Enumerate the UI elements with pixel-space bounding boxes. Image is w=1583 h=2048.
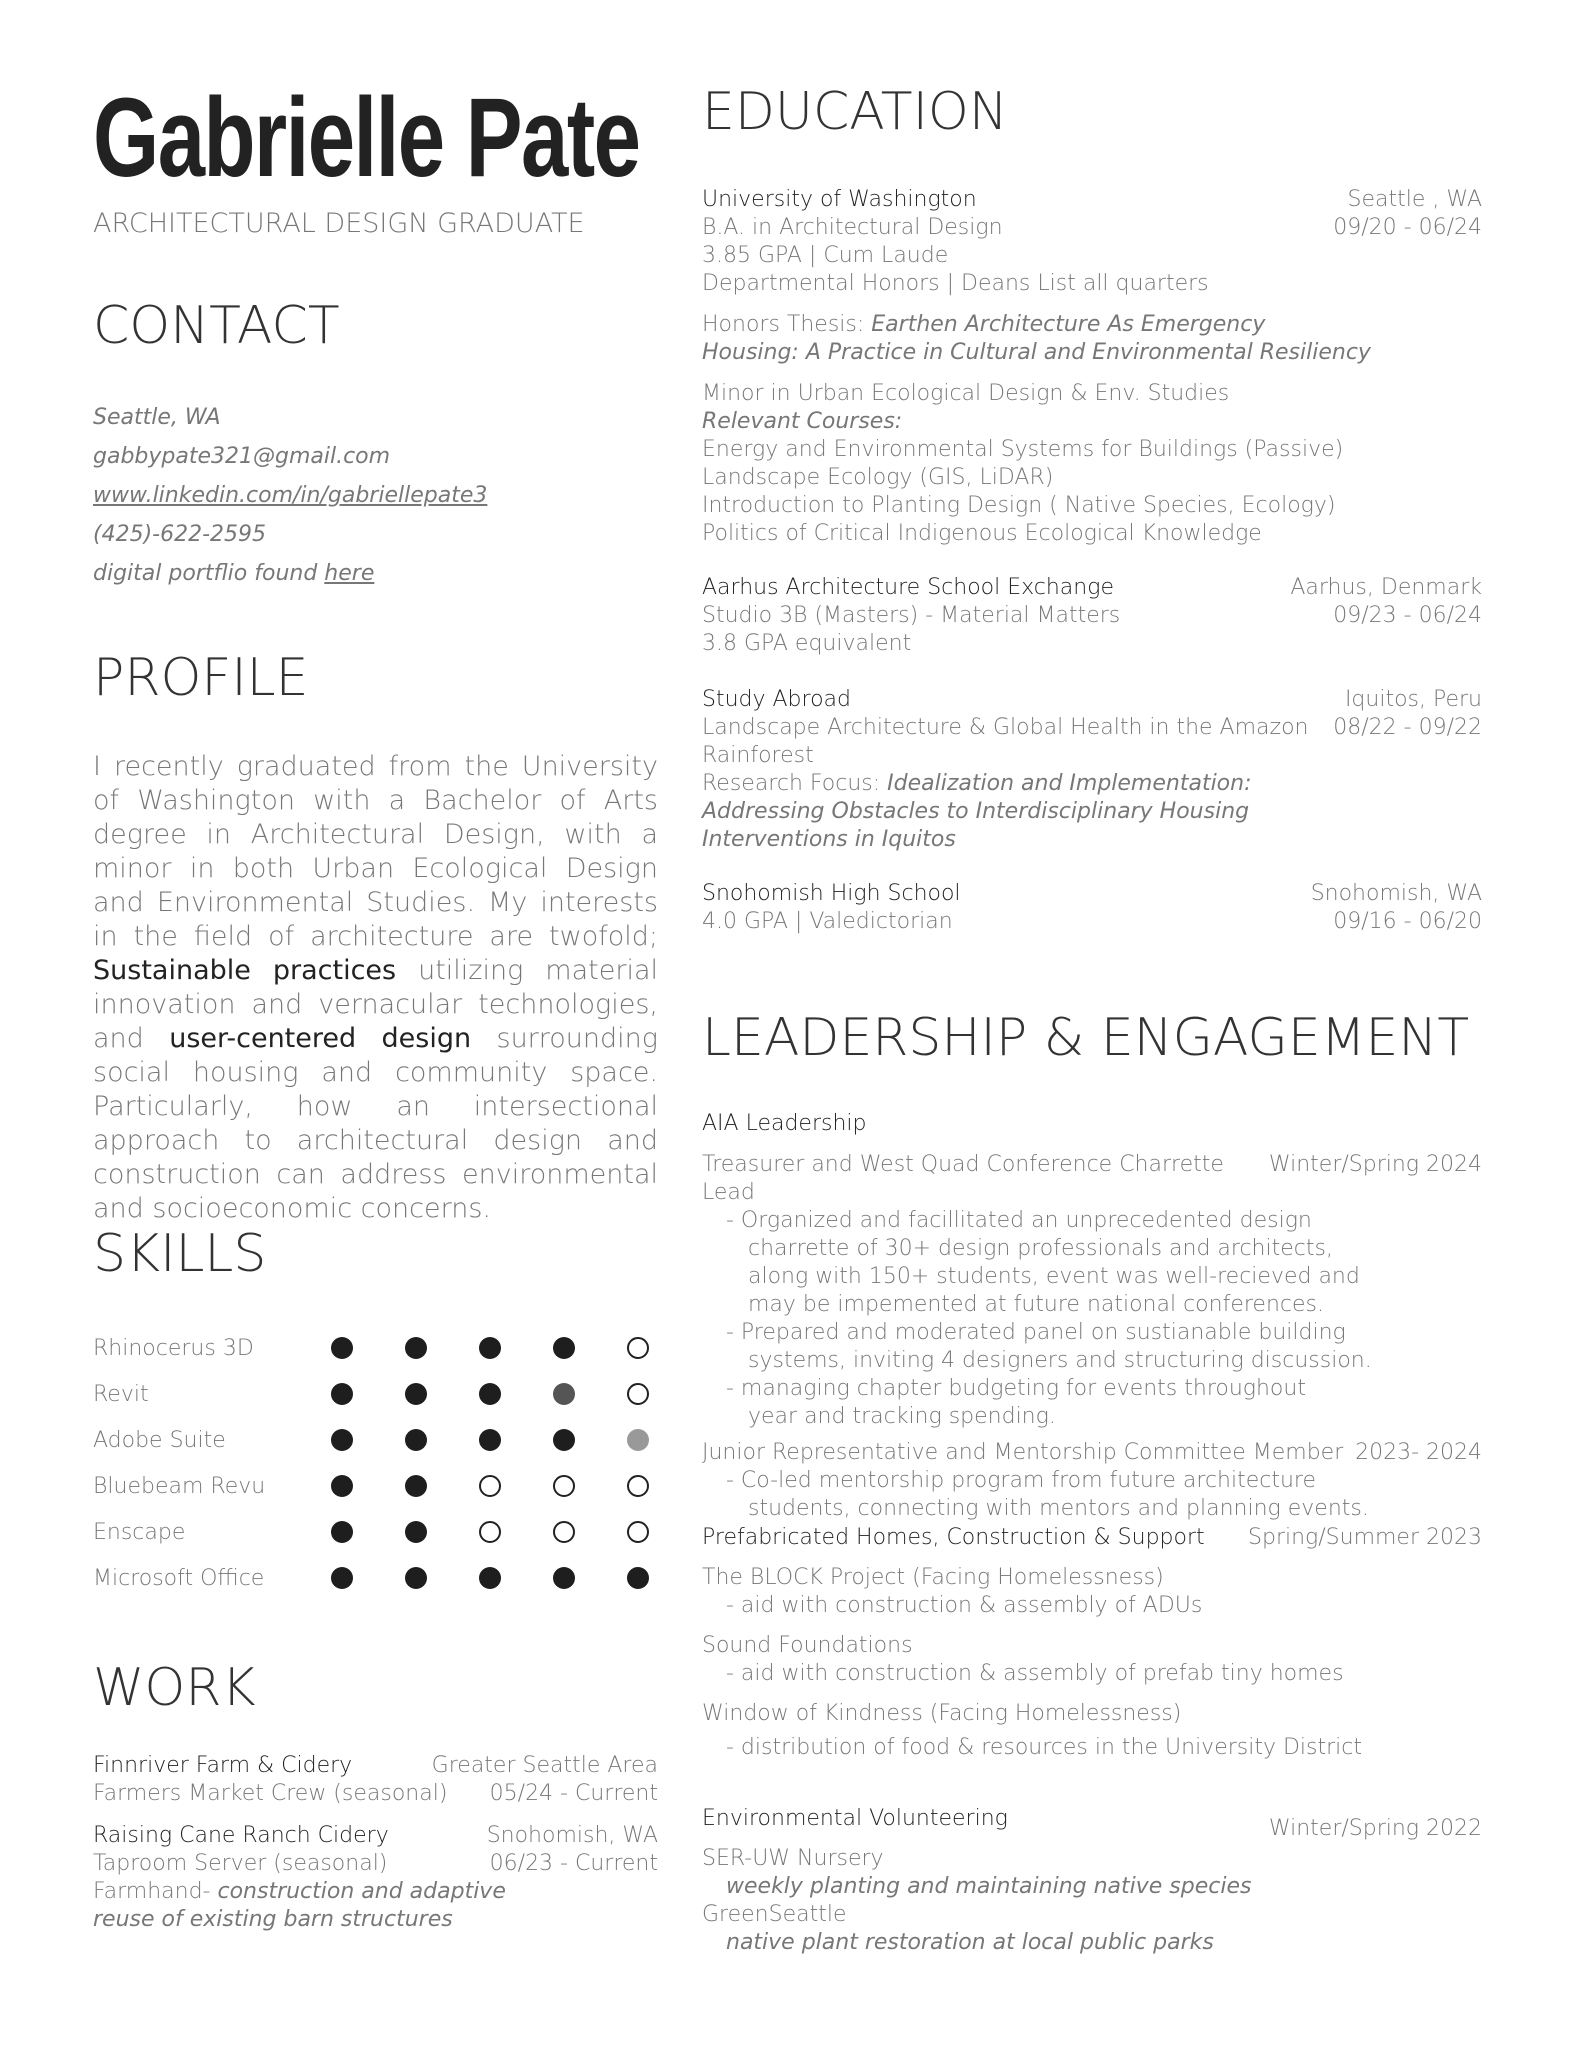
thesis-cont: Housing: A Practice in Cultural and Environmental Resiliency <box>702 340 1371 365</box>
job-role: Farmers Market Crew (seasonal) <box>93 1781 448 1806</box>
skill-row <box>93 1555 668 1601</box>
role-details <box>702 1467 1482 1523</box>
rating-dot <box>627 1429 649 1451</box>
job-org: Raising Cane Ranch Cidery <box>93 1823 389 1848</box>
role-detail-line: - Prepared and moderated panel on sustianable building <box>726 1320 1346 1345</box>
rating-dot <box>405 1383 427 1405</box>
role-detail-line: students, connecting with mentors and planning events. <box>748 1496 1369 1521</box>
rating-dot <box>479 1521 501 1543</box>
role-detail-line: - Organized and facillitated an unprecedented design <box>726 1208 1312 1233</box>
rating-dot <box>479 1429 501 1451</box>
school-location: Iquitos, Peru <box>1344 687 1482 712</box>
work-heading: WORK <box>93 1658 256 1718</box>
rating-dot <box>627 1475 649 1497</box>
rating-dot <box>405 1429 427 1451</box>
resume-name: Gabrielle Pate <box>93 75 640 200</box>
role-details <box>702 1207 1482 1431</box>
job-item <box>93 1822 658 1934</box>
role-detail-line: - Co-led mentorship program from future architecture <box>726 1468 1317 1493</box>
job-extra: Farmhand- construction and adaptive <box>93 1879 506 1904</box>
edu-hs <box>702 880 1482 936</box>
rating-dot <box>553 1429 575 1451</box>
honors: Departmental Honors | Deans List all quarters <box>702 271 1209 296</box>
gpa: 3.85 GPA | Cum Laude <box>702 243 949 268</box>
profile-heading: PROFILE <box>93 648 309 708</box>
tagline: ARCHITECTURAL DESIGN GRADUATE <box>93 208 585 239</box>
skill-name: Rhinocerus 3D <box>93 1335 254 1361</box>
program-cont: Rainforest <box>702 743 814 768</box>
role-detail-line: may be impemented at future national conferences. <box>748 1292 1324 1317</box>
rating-dot <box>553 1521 575 1543</box>
list-item: Window of Kindness (Facing Homelessness) - distribution of food & resources in the University District <box>702 1701 1363 1760</box>
skills-list <box>93 1325 668 1601</box>
skill-row <box>93 1417 668 1463</box>
aia-section <box>702 1110 1482 1523</box>
school-name: Snohomish High School <box>702 881 961 906</box>
portfolio-line: digital portflio found here <box>93 561 375 586</box>
list-item: GreenSeattle native plant restoration at local public parks <box>702 1902 1214 1955</box>
contact-location: Seattle, WA <box>93 405 221 430</box>
school-dates: 09/23 - 06/24 <box>1333 603 1482 628</box>
contact-email[interactable]: gabbypate321@gmail.com <box>93 444 391 469</box>
rating-dot <box>331 1429 353 1451</box>
section-subheading: AIA Leadership <box>702 1111 867 1136</box>
skill-name: Revit <box>93 1381 149 1407</box>
skill-row <box>93 1463 668 1509</box>
course: Introduction to Planting Design ( Native Species, Ecology) <box>702 493 1336 518</box>
skill-name: Enscape <box>93 1519 186 1545</box>
role-detail-line: year and tracking spending. <box>748 1404 1056 1429</box>
gpa: 4.0 GPA | Valedictorian <box>702 909 953 934</box>
role-detail-line: along with 150+ students, event was well-recieved and <box>748 1264 1360 1289</box>
school-location: Snohomish, WA <box>1310 881 1482 906</box>
edu-abroad <box>702 686 1482 854</box>
rating-dot <box>331 1475 353 1497</box>
job-role: Taproom Server (seasonal) <box>93 1851 388 1876</box>
rating-dot <box>627 1567 649 1589</box>
school-dates: 09/16 - 06/20 <box>1333 909 1482 934</box>
minor: Minor in Urban Ecological Design & Env. Studies <box>702 381 1230 406</box>
rating-dot <box>479 1337 501 1359</box>
rating-dot <box>331 1521 353 1543</box>
program: Landscape Architecture & Global Health in the Amazon <box>702 715 1309 740</box>
skill-rating <box>331 1383 649 1405</box>
skill-name: Adobe Suite <box>93 1427 226 1453</box>
role-date: Winter/Spring 2024 <box>1268 1152 1482 1177</box>
rating-dot <box>479 1383 501 1405</box>
section-subheading: Prefabricated Homes, Construction & Support <box>702 1525 1205 1550</box>
profile-text: I recently graduated from the University of Washington with a Bachelor of Arts degree in Architectural Design, with a minor in both Urban Ecological Design and Environmental Studies. My interests in the field of architecture are twofold; Sustainable practices utilizing material innovation and vernacular technologies, and user-centered design surrounding social housing and community space. Particularly, how an intersectional approach to architectural design and construction can address environmental and socioeconomic concerns. <box>93 751 658 1224</box>
role-detail-line: - managing chapter budgeting for events throughout <box>726 1376 1306 1401</box>
rating-dot <box>553 1475 575 1497</box>
section-subheading: Environmental Volunteering <box>702 1806 1008 1831</box>
job-item <box>93 1752 658 1808</box>
contact-list <box>93 398 487 593</box>
research-focus-cont: Addressing Obstacles to Interdisciplinary Housing <box>702 799 1250 824</box>
rating-dot <box>479 1475 501 1497</box>
rating-dot <box>553 1567 575 1589</box>
rating-dot <box>405 1521 427 1543</box>
school-location: Aarhus, Denmark <box>1290 575 1482 600</box>
rating-dot <box>405 1475 427 1497</box>
list-item: The BLOCK Project (Facing Homelessness) - aid with construction & assembly of ADUs <box>702 1565 1203 1618</box>
role-title: Treasurer and West Quad Conference Charrette Lead <box>702 1152 1224 1205</box>
role-date: 2023- 2024 <box>1355 1440 1482 1465</box>
section-date: Winter/Spring 2022 <box>1268 1816 1482 1841</box>
contact-heading: CONTACT <box>93 296 340 356</box>
skill-row <box>93 1325 668 1371</box>
education-heading: EDUCATION <box>702 82 1008 142</box>
rating-dot <box>331 1337 353 1359</box>
program: Studio 3B (Masters) - Material Matters <box>702 603 1121 628</box>
degree: B.A. in Architectural Design <box>702 215 1003 240</box>
section-date: Spring/Summer 2023 <box>1248 1525 1482 1550</box>
school-name: Study Abroad <box>702 687 851 712</box>
edu-uw <box>702 186 1482 548</box>
course: Landscape Ecology (GIS, LiDAR) <box>702 465 1054 490</box>
env-section <box>702 1805 1482 1957</box>
portfolio-link[interactable]: here <box>324 561 375 586</box>
course: Energy and Environmental Systems for Buildings (Passive) <box>702 437 1344 462</box>
rating-dot <box>627 1337 649 1359</box>
work-list <box>93 1752 658 1934</box>
skill-row <box>93 1371 668 1417</box>
research-focus: Research Focus: Idealization and Implementation: <box>702 771 1252 796</box>
role-detail-line: systems, inviting 4 designers and structuring discussion. <box>748 1348 1372 1373</box>
courses-label: Relevant Courses: <box>702 409 903 434</box>
leadership-heading: LEADERSHIP & ENGAGEMENT <box>702 1008 1470 1068</box>
contact-phone: (425)-622-2595 <box>93 522 267 547</box>
edu-aarhus <box>702 574 1482 658</box>
rating-dot <box>331 1567 353 1589</box>
school-location: Seattle , WA <box>1347 187 1482 212</box>
rating-dot <box>405 1567 427 1589</box>
skill-rating <box>331 1429 649 1451</box>
role-detail-line: charrette of 30+ design professionals and architects, <box>748 1236 1333 1261</box>
linkedin-link[interactable]: www.linkedin.com/in/gabriellepate3 <box>93 483 488 508</box>
job-dates: 05/24 - Current <box>489 1781 658 1806</box>
job-extra-cont: reuse of existing barn structures <box>93 1907 453 1932</box>
school-name: University of Washington <box>702 187 977 212</box>
job-location: Snohomish, WA <box>486 1823 658 1848</box>
course: Politics of Critical Indigenous Ecological Knowledge <box>702 521 1262 546</box>
school-name: Aarhus Architecture School Exchange <box>702 575 1114 600</box>
skill-rating <box>331 1521 649 1543</box>
skill-rating <box>331 1337 649 1359</box>
rating-dot <box>331 1383 353 1405</box>
skill-name: Bluebeam Revu <box>93 1473 266 1499</box>
rating-dot <box>479 1567 501 1589</box>
role-title: Junior Representative and Mentorship Committee Member <box>702 1440 1344 1465</box>
prefab-section <box>702 1524 1482 1762</box>
list-item: Sound Foundations - aid with construction & assembly of prefab tiny homes <box>702 1633 1344 1686</box>
gpa: 3.8 GPA equivalent <box>702 631 912 656</box>
skill-name: Microsoft Office <box>93 1565 265 1591</box>
rating-dot <box>405 1337 427 1359</box>
job-dates: 06/23 - Current <box>489 1851 658 1876</box>
school-dates: 08/22 - 09/22 <box>1333 715 1482 740</box>
skill-row <box>93 1509 668 1555</box>
research-focus-cont: Interventions in Iquitos <box>702 827 956 852</box>
rating-dot <box>627 1383 649 1405</box>
school-dates: 09/20 - 06/24 <box>1333 215 1482 240</box>
job-location: Greater Seattle Area <box>431 1753 658 1778</box>
thesis: Honors Thesis: Earthen Architecture As Emergency <box>702 312 1266 337</box>
skill-rating <box>331 1475 649 1497</box>
rating-dot <box>627 1521 649 1543</box>
skill-rating <box>331 1567 649 1589</box>
rating-dot <box>553 1337 575 1359</box>
list-item: SER-UW Nursery weekly planting and maintaining native species <box>702 1846 1252 1899</box>
skills-heading: SKILLS <box>93 1224 267 1284</box>
job-org: Finnriver Farm & Cidery <box>93 1753 353 1778</box>
rating-dot <box>553 1383 575 1405</box>
